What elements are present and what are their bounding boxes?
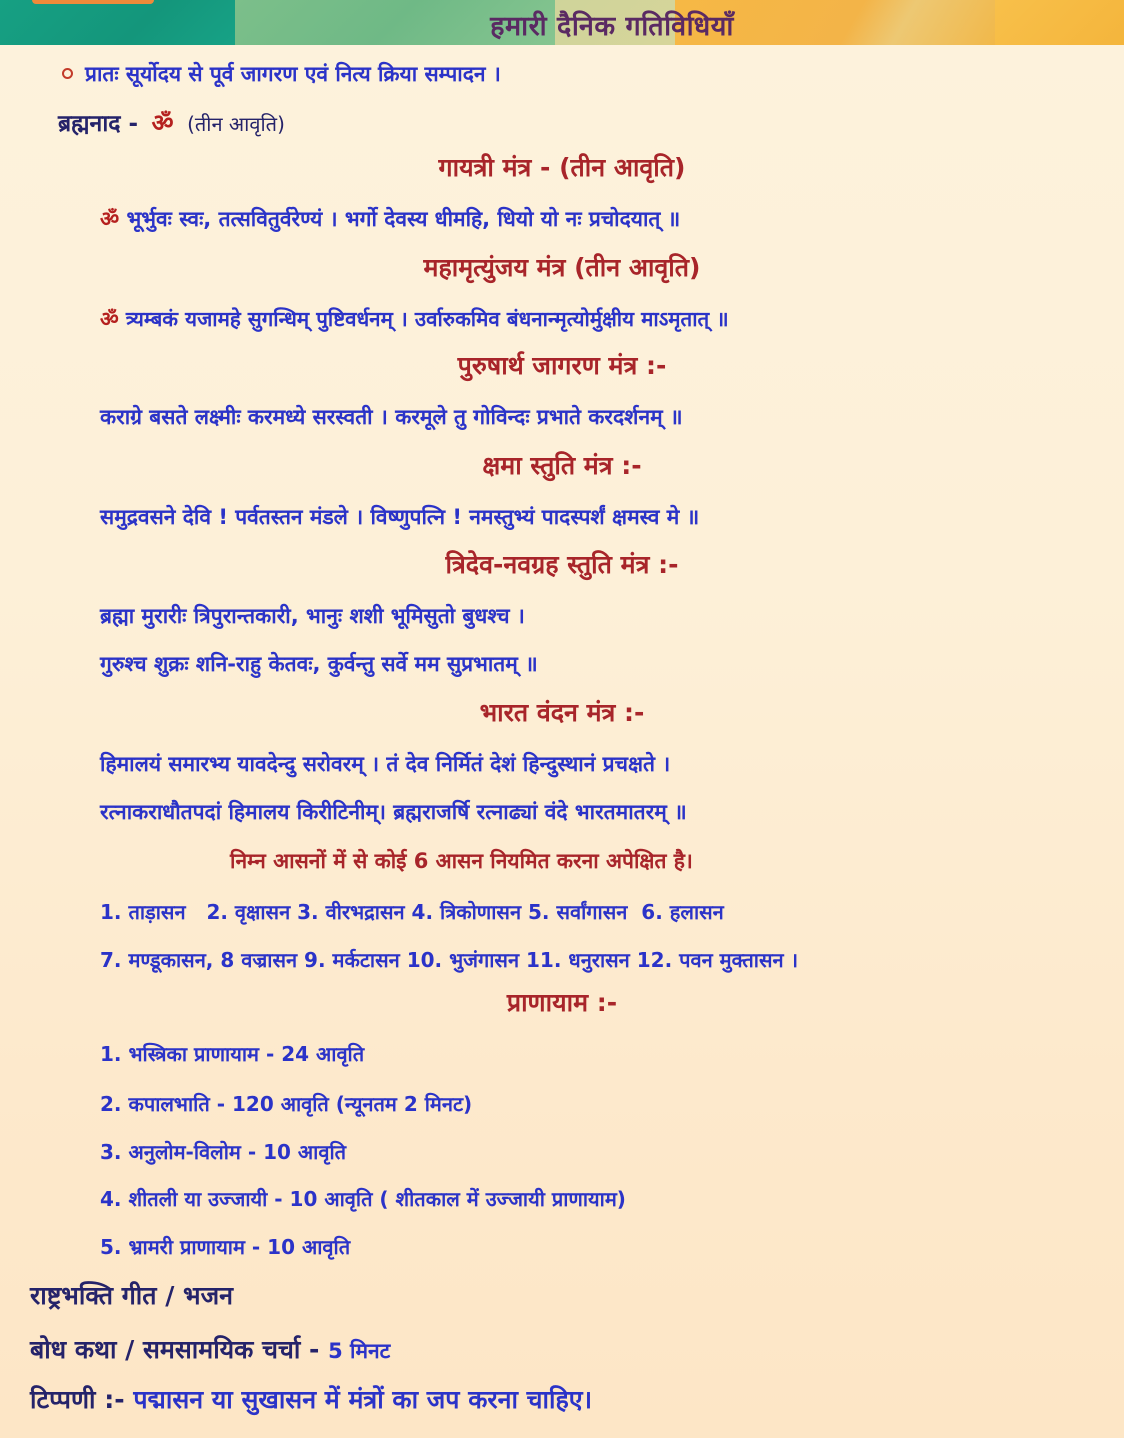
gayatri-mantra bbox=[100, 205, 680, 233]
gayatri-text: भूर्भुवः स्वः, तत्सवितुर्वरेण्यं । भर्गो देवस्य धीमहि, धियो यो नः प्रचोदयात् ॥ bbox=[126, 207, 681, 231]
bodh-katha-line bbox=[30, 1332, 390, 1366]
purusharth-mantra: कराग्रे बसते लक्ष्मीः करमध्ये सरस्वती । करमूले तु गोविन्दः प्रभाते करदर्शनम् ॥ bbox=[100, 405, 683, 429]
kshama-mantra: समुद्रवसने देवि ! पर्वतस्तन मंडले । विष्णुपत्नि ! नमस्तुभ्यं पादस्पर्शं क्षमस्व मे ॥ bbox=[100, 505, 700, 529]
bharat-mantra-line-1: हिमालयं समारभ्य यावदेन्दु सरोवरम् । तं देव निर्मितं देशं हिन्दुस्थानं प्रचक्षते । bbox=[100, 752, 671, 776]
note-label: टिप्पणी :- bbox=[30, 1385, 125, 1414]
tridev-heading: त्रिदेव-नवग्रह स्तुति मंत्र :- bbox=[445, 550, 679, 579]
om-symbol-icon: ॐ bbox=[151, 109, 174, 137]
tridev-mantra-line-2: गुरुश्च शुक्रः शनि-राहु केतवः, कुर्वन्तु सर्वे मम सुप्रभातम् ॥ bbox=[100, 652, 538, 676]
note-line bbox=[30, 1382, 592, 1416]
bodh-katha-label: बोध कथा / समसामयिक चर्चा - bbox=[30, 1335, 320, 1364]
gayatri-heading: गायत्री मंत्र - (तीन आवृति) bbox=[438, 153, 686, 182]
bharat-heading: भारत वंदन मंत्र :- bbox=[479, 698, 645, 727]
pranayam-item: 1. भस्त्रिका प्राणायाम - 24 आवृति bbox=[100, 1042, 365, 1066]
mahamrityunjay-text: त्र्यम्बकं यजामहे सुगन्धिम् पुष्टिवर्धनम् । उर्वारुकमिव बंधनान्मृत्योर्मुक्षीय माऽमृतात् ॥ bbox=[125, 307, 729, 331]
asana-list-row-1: 1. ताड़ासन 2. वृक्षासन 3. वीरभद्रासन 4. त्रिकोणासन 5. सर्वांगासन 6. हलासन bbox=[100, 900, 724, 924]
asana-list-row-2: 7. मण्डूकासन, 8 वज्रासन 9. मर्कटासन 10. भुजंगासन 11. धनुरासन 12. पवन मुक्तासन । bbox=[100, 948, 799, 972]
purusharth-heading: पुरुषार्थ जागरण मंत्र :- bbox=[457, 351, 667, 380]
pranayam-heading: प्राणायाम :- bbox=[506, 988, 618, 1017]
note-text: पद्मासन या सुखासन में मंत्रों का जप करना चाहिए। bbox=[133, 1385, 593, 1414]
intro-line bbox=[62, 60, 501, 88]
pranayam-item: 5. भ्रामरी प्राणायाम - 10 आवृति bbox=[100, 1235, 351, 1259]
mahamrityunjay-mantra bbox=[100, 305, 729, 333]
kshama-heading: क्षमा स्तुति मंत्र :- bbox=[482, 451, 642, 480]
rashtrabhakti-geet: राष्ट्रभक्ति गीत / भजन bbox=[30, 1281, 234, 1310]
header-tab-accent bbox=[32, 0, 154, 4]
tridev-mantra-line-1: ब्रह्मा मुरारीः त्रिपुरान्तकारी, भानुः शशी भूमिसुतो बुधश्च । bbox=[100, 604, 525, 628]
pranayam-item: 2. कपालभाति - 120 आवृति (न्यूनतम 2 मिनट) bbox=[100, 1092, 473, 1116]
mahamrityunjay-heading: महामृत्युंजय मंत्र (तीन आवृति) bbox=[423, 253, 701, 282]
brahmnad-line bbox=[58, 106, 285, 139]
om-symbol-icon: ॐ bbox=[100, 307, 119, 331]
asana-note: निम्न आसनों में से कोई 6 आसन नियमित करना अपेक्षित है। bbox=[230, 849, 693, 873]
pranayam-item: 3. अनुलोम-विलोम - 10 आवृति bbox=[100, 1140, 347, 1164]
brahmnad-note: (तीन आवृति) bbox=[187, 112, 285, 136]
pranayam-item: 4. शीतली या उज्जायी - 10 आवृति ( शीतकाल में उज्जायी प्राणायाम) bbox=[100, 1187, 626, 1211]
circle-bullet-icon bbox=[62, 68, 73, 79]
bodh-katha-duration: 5 मिनट bbox=[328, 1339, 391, 1363]
intro-text: प्रातः सूर्योदय से पूर्व जागरण एवं नित्य क्रिया सम्पादन । bbox=[85, 62, 501, 86]
om-symbol-icon: ॐ bbox=[100, 207, 120, 231]
bharat-mantra-line-2: रत्नाकराधौतपदां हिमालय किरीटिनीम्। ब्रह्मराजर्षि रत्नाढ्यां वंदे भारतमातरम् ॥ bbox=[100, 800, 687, 824]
page-title: हमारी दैनिक गतिविधियाँ bbox=[490, 11, 734, 42]
brahmnad-label: ब्रह्मनाद - bbox=[58, 111, 139, 137]
